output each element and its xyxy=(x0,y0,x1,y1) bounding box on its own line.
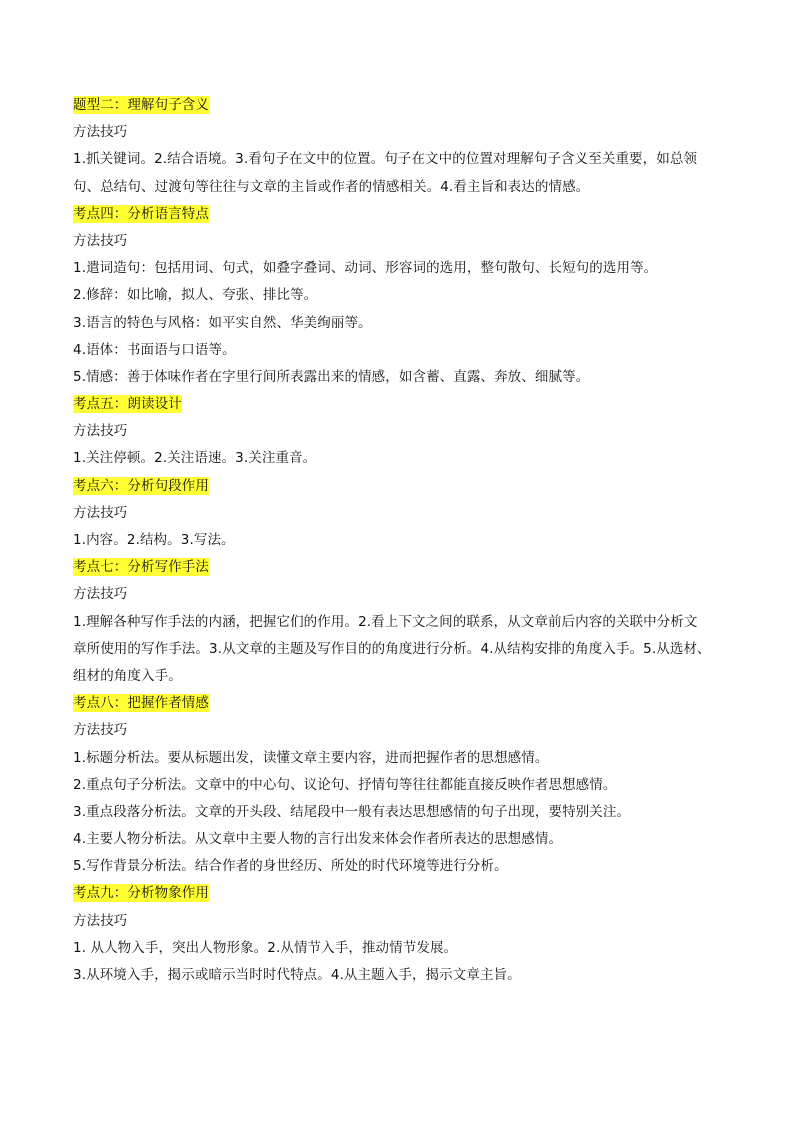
method-label: 方法技巧 xyxy=(73,722,128,739)
method-label: 方法技巧 xyxy=(73,423,128,440)
body-line: 1.内容。2.结构。3.写法。 xyxy=(73,532,235,548)
method-label: 方法技巧 xyxy=(73,504,128,521)
section-heading xyxy=(73,201,744,228)
heading-highlight: 考点九：分析物象作用 xyxy=(73,885,209,902)
heading-highlight: 考点八：把握作者情感 xyxy=(73,695,209,712)
body-line: 章所使用的写作手法。3.从文章的主题及写作目的的角度进行分析。4.从结构安排的角度入手。5.从选材、 xyxy=(73,640,711,657)
section-heading xyxy=(73,690,744,717)
body-line: 5.情感：善于体味作者在字里行间所表露出来的情感，如含蓄、直露、奔放、细腻等。 xyxy=(73,368,590,385)
body-line: 5.写作背景分析法。结合作者的身世经历、所处的时代环境等进行分析。 xyxy=(73,858,508,875)
body-line: 2.修辞：如比喻，拟人、夸张、排比等。 xyxy=(73,287,318,304)
body-line: 句、总结句、过渡句等往往与文章的主旨或作者的情感相关。4.看主旨和表达的情感。 xyxy=(73,178,590,195)
method-label: 方法技巧 xyxy=(73,232,128,249)
heading-highlight: 题型二：理解句子含义 xyxy=(73,97,209,113)
heading-highlight: 考点五：朗读设计 xyxy=(73,396,182,413)
method-label: 方法技巧 xyxy=(73,912,128,929)
section-heading xyxy=(73,473,744,500)
body-line: 1.关注停顿。2.关注语速。3.关注重音。 xyxy=(73,450,317,467)
section-heading xyxy=(73,391,744,418)
body-line: 1.遣词造句：包括用词、句式，如叠字叠词、动词、形容词的选用，整句散句、长短句的选用等。 xyxy=(73,260,658,277)
body-line: 3.重点段落分析法。文章的开头段、结尾段中一般有表达思想感情的句子出现，要特别关注。 xyxy=(73,803,631,820)
heading-highlight: 考点七：分析写作手法 xyxy=(73,559,209,576)
body-line: 4.语体：书面语与口语等。 xyxy=(73,341,236,358)
body-line: 2.重点句子分析法。文章中的中心句、议论句、抒情句等往往都能直接反映作者思想感情。 xyxy=(73,776,617,793)
method-label: 方法技巧 xyxy=(73,124,128,141)
heading-highlight: 考点四：分析语言特点 xyxy=(73,205,209,222)
body-line: 组材的角度入手。 xyxy=(73,667,182,684)
body-line: 4.主要人物分析法。从文章中主要人物的言行出发来体会作者所表达的思想感情。 xyxy=(73,831,563,848)
body-line: 3.语言的特色与风格：如平实自然、华美绚丽等。 xyxy=(73,314,372,331)
method-label: 方法技巧 xyxy=(73,586,128,603)
heading-highlight: 考点六：分析句段作用 xyxy=(73,477,209,494)
section-heading xyxy=(73,880,744,907)
body-line: 3.从环境入手，揭示或暗示当时时代特点。4.从主题入手，揭示文章主旨。 xyxy=(73,967,521,983)
body-line: 1.抓关键词。2.结合语境。3.看句子在文中的位置。句子在文中的位置对理解句子含义至关重要，如总领 xyxy=(73,151,698,168)
section-heading xyxy=(73,554,744,581)
section-heading xyxy=(73,92,744,119)
body-line: 1.标题分析法。要从标题出发，读懂文章主要内容，进而把握作者的思想感情。 xyxy=(73,749,549,766)
body-line: 1.理解各种写作手法的内涵，把握它们的作用。2.看上下文之间的联系，从文章前后内容的关联中分析文 xyxy=(73,613,698,630)
body-line: 1. 从人物入手，突出人物形象。2.从情节入手，推动情节发展。 xyxy=(73,939,458,956)
